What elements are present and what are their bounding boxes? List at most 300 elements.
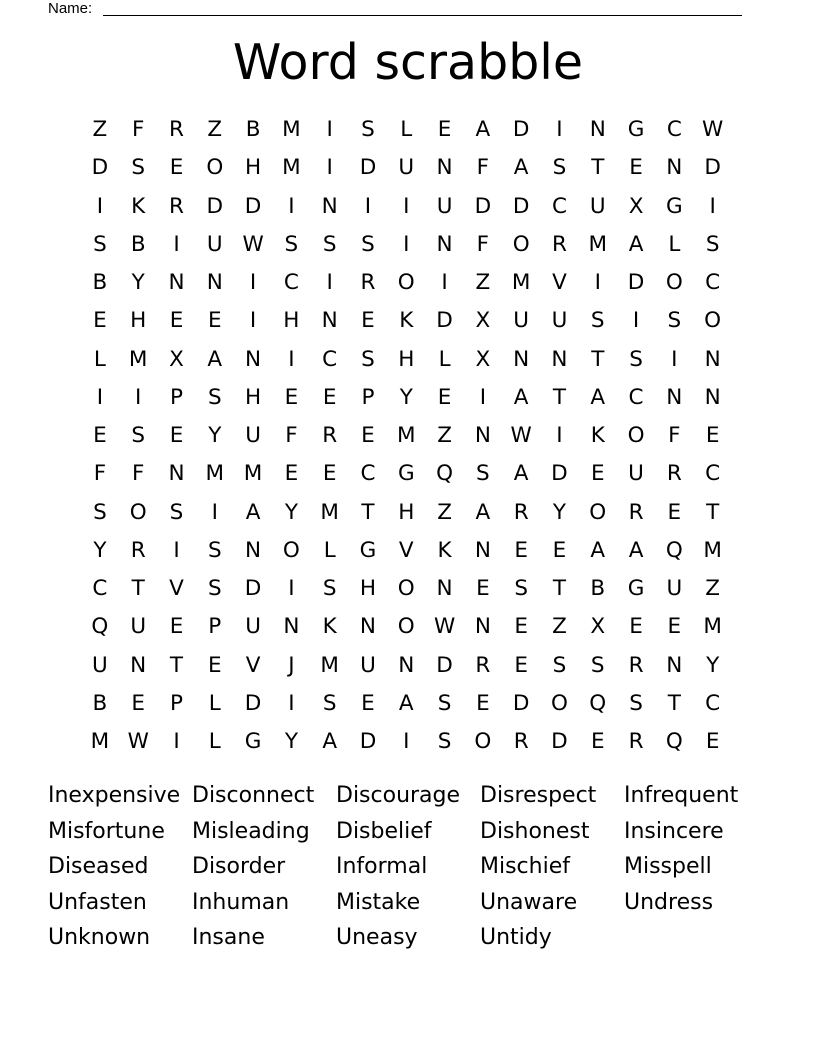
grid-letter: E (629, 155, 644, 181)
grid-letter: M (128, 346, 148, 372)
grid-letter: U (589, 193, 607, 219)
grid-letter: I (288, 690, 296, 716)
grid-letter: E (169, 423, 184, 448)
grid-letter: S (93, 231, 108, 257)
grid-letter: T (591, 346, 605, 372)
grid-letter: N (283, 614, 300, 640)
word-list-item: Inexpensive (48, 783, 181, 808)
grid-letter: I (709, 193, 717, 219)
grid-letter: C (283, 270, 300, 295)
grid-letter: I (288, 576, 296, 601)
grid-letter: O (512, 231, 531, 257)
grid-letter: I (96, 384, 104, 410)
grid-letter: S (93, 499, 108, 525)
grid-letter: E (552, 537, 567, 563)
grid-letter: E (667, 614, 682, 640)
grid-letter: C (705, 270, 721, 295)
grid-letter: C (628, 384, 645, 410)
grid-letter: E (361, 690, 376, 716)
word-list-item: Insane (192, 925, 265, 950)
grid-letter: D (244, 690, 262, 716)
grid-letter: P (170, 690, 184, 716)
grid-letter: N (474, 614, 492, 640)
grid-letter: S (552, 155, 567, 181)
grid-letter: W (510, 423, 533, 448)
grid-letter: B (130, 231, 147, 257)
grid-letter: M (588, 231, 608, 257)
grid-letter: Z (552, 614, 568, 640)
word-list-item: Dishonest (480, 818, 590, 844)
word-list-item: Disorder (192, 854, 286, 879)
grid-letter: N (589, 117, 607, 142)
grid-letter: S (590, 652, 606, 678)
grid-letter: M (243, 461, 263, 487)
grid-letter: I (479, 384, 487, 410)
grid-letter: E (169, 614, 184, 640)
grid-letter: Q (589, 690, 607, 716)
grid-letter: L (668, 231, 681, 257)
grid-letter: F (93, 461, 107, 487)
grid-letter: E (476, 576, 491, 601)
grid-letter: E (207, 308, 223, 334)
grid-letter: N (321, 193, 339, 219)
grid-letter: N (666, 384, 683, 410)
grid-letter: E (590, 729, 606, 754)
grid-letter: U (436, 193, 453, 219)
word-list-item: Undress (624, 889, 714, 915)
grid-letter: Q (665, 729, 684, 754)
grid-letter: E (514, 614, 529, 640)
grid-letter: I (403, 231, 410, 257)
grid-letter: T (169, 652, 184, 678)
grid-letter: V (398, 537, 415, 563)
grid-letter: Y (399, 384, 414, 410)
grid-letter: W (702, 117, 724, 142)
grid-letter: N (206, 270, 224, 295)
grid-letter: Y (706, 652, 720, 678)
grid-letter: R (628, 499, 645, 525)
grid-letter: I (671, 346, 679, 372)
grid-letter: D (436, 652, 454, 678)
grid-letter: D (551, 729, 569, 754)
grid-letter: A (245, 499, 261, 525)
grid-letter: O (282, 537, 301, 563)
grid-letter: R (513, 729, 530, 754)
grid-letter: S (552, 652, 567, 678)
grid-letter: V (245, 652, 261, 678)
grid-letter: R (628, 652, 645, 678)
grid-letter: G (359, 537, 377, 563)
grid-letter: N (436, 576, 454, 601)
grid-letter: N (245, 537, 262, 563)
grid-letter: H (398, 499, 415, 525)
grid-letter: E (590, 461, 606, 487)
grid-letter: N (168, 461, 186, 487)
grid-letter: O (550, 690, 569, 716)
grid-letter: I (594, 270, 602, 295)
grid-letter: A (590, 384, 606, 410)
word-list-item: Informal (336, 854, 428, 879)
grid-letter: U (360, 652, 377, 678)
grid-letter: Q (436, 461, 454, 487)
grid-letter: K (437, 537, 453, 563)
grid-letter: N (359, 614, 377, 640)
grid-letter: A (628, 231, 644, 257)
grid-letter: S (131, 155, 146, 181)
grid-letter: D (474, 193, 492, 219)
grid-letter: U (92, 652, 109, 678)
grid-letter: S (207, 537, 223, 563)
grid-letter: I (249, 308, 257, 334)
grid-letter: N (168, 270, 186, 295)
word-list-item: Mistake (336, 889, 421, 915)
grid-letter: T (552, 576, 567, 601)
grid-letter: E (361, 308, 376, 334)
grid-letter: U (206, 231, 224, 257)
grid-letter: G (627, 117, 645, 142)
grid-letter: E (93, 308, 108, 334)
grid-letter: B (590, 576, 606, 601)
grid-letter: N (513, 346, 530, 372)
grid-letter: D (359, 729, 377, 754)
grid-letter: U (245, 614, 262, 640)
grid-letter: U (628, 461, 645, 487)
grid-letter: S (207, 576, 223, 601)
grid-letter: I (556, 423, 564, 448)
grid-letter: Z (475, 270, 491, 295)
grid-letter: M (703, 537, 723, 563)
grid-letter: X (475, 308, 491, 334)
grid-letter: G (397, 461, 416, 487)
grid-letter: I (288, 346, 296, 372)
grid-letter: I (632, 308, 640, 334)
grid-letter: Y (552, 499, 567, 525)
grid-letter: M (282, 117, 302, 142)
grid-letter: K (131, 193, 146, 219)
page-title: Word scrabble (232, 34, 584, 91)
grid-letter: R (475, 652, 491, 678)
grid-letter: S (629, 346, 644, 372)
grid-letter: G (666, 193, 684, 219)
grid-letter: S (322, 690, 337, 716)
grid-letter: W (127, 729, 150, 754)
grid-letter: B (92, 690, 108, 716)
grid-letter: I (326, 117, 334, 142)
grid-letter: S (705, 231, 720, 257)
grid-letter: G (244, 729, 262, 754)
grid-letter: D (244, 576, 262, 601)
grid-letter: S (169, 499, 184, 525)
grid-letter: N (666, 652, 683, 678)
grid-letter: N (704, 346, 722, 372)
grid-letter: F (132, 117, 145, 142)
grid-letter: E (207, 652, 223, 678)
word-list-item: Disbelief (336, 818, 432, 844)
word-list-item: Misfortune (48, 818, 165, 844)
grid-letter: X (475, 346, 491, 372)
grid-letter: U (666, 576, 683, 601)
grid-letter: I (173, 231, 181, 257)
grid-letter: D (512, 690, 530, 716)
grid-letter: N (551, 346, 568, 372)
grid-letter: F (285, 423, 299, 448)
grid-letter: M (90, 729, 110, 754)
word-list-item: Mischief (480, 854, 570, 879)
grid-letter: D (244, 193, 262, 219)
grid-letter: N (666, 155, 683, 181)
word-list-item: Unaware (480, 889, 578, 915)
grid-letter: H (245, 384, 262, 410)
grid-letter: S (476, 461, 491, 487)
grid-letter: A (207, 346, 223, 372)
grid-letter: L (323, 537, 337, 563)
grid-letter: E (437, 384, 452, 410)
grid-letter: N (436, 155, 454, 181)
grid-letter: S (207, 384, 223, 410)
grid-letter: Z (437, 423, 453, 448)
grid-letter: I (441, 270, 449, 295)
grid-letter: K (590, 423, 606, 448)
grid-letter: A (628, 537, 644, 563)
grid-letter: R (513, 499, 530, 525)
word-list-item: Discourage (336, 783, 461, 808)
grid-letter: O (397, 576, 416, 601)
grid-letter: Z (207, 117, 223, 142)
grid-letter: M (703, 614, 723, 640)
grid-letter: Y (93, 537, 107, 563)
word-list-item: Infrequent (624, 783, 739, 808)
grid-letter: D (627, 270, 645, 295)
grid-letter: I (249, 270, 257, 295)
grid-letter: Q (91, 614, 109, 640)
word-list-item: Unknown (48, 925, 151, 950)
grid-letter: T (591, 155, 605, 181)
grid-letter: I (556, 117, 564, 142)
grid-letter: R (360, 270, 376, 295)
grid-letter: S (437, 690, 452, 716)
grid-letter: U (130, 614, 147, 640)
grid-letter: Y (208, 423, 222, 448)
name-underline (103, 15, 742, 16)
word-list-item: Disconnect (192, 783, 315, 808)
grid-letter: N (130, 652, 147, 678)
grid-letter: P (361, 384, 375, 410)
grid-letter: C (551, 193, 568, 219)
grid-letter: S (361, 346, 376, 372)
grid-letter: R (551, 231, 568, 257)
grid-letter: T (706, 499, 720, 525)
grid-letter: O (206, 155, 224, 181)
grid-letter: U (245, 423, 262, 448)
grid-letter: E (169, 308, 184, 334)
grid-letter: E (361, 423, 376, 448)
grid-letter: E (169, 155, 184, 181)
grid-letter: I (364, 193, 372, 219)
grid-letter: K (399, 308, 414, 334)
letter-grid (81, 111, 732, 761)
grid-letter: I (173, 729, 181, 754)
word-list-item: Uneasy (336, 925, 418, 950)
grid-letter: L (208, 690, 222, 716)
grid-letter: A (513, 384, 530, 410)
grid-letter: Z (92, 117, 108, 142)
grid-letter: P (170, 384, 184, 410)
grid-letter: H (398, 346, 415, 372)
grid-letter: I (211, 499, 219, 525)
grid-letter: N (245, 346, 262, 372)
grid-letter: M (320, 499, 340, 525)
grid-letter: C (705, 690, 721, 716)
grid-letter: O (704, 308, 722, 334)
grid-letter: H (130, 308, 147, 334)
grid-letter: N (474, 537, 492, 563)
grid-letter: S (514, 576, 529, 601)
grid-letter: S (667, 308, 682, 334)
grid-letter: I (326, 155, 334, 181)
grid-letter: E (284, 384, 299, 410)
grid-letter: V (169, 576, 185, 601)
word-list-item: Untidy (480, 925, 552, 950)
word-list-item: Unfasten (48, 889, 147, 915)
grid-letter: E (476, 690, 491, 716)
grid-letter: O (665, 270, 684, 295)
grid-letter: U (398, 155, 415, 181)
grid-letter: E (322, 384, 337, 410)
grid-letter: M (205, 461, 225, 487)
grid-letter: H (283, 308, 300, 334)
grid-letter: E (667, 499, 682, 525)
grid-letter: L (400, 117, 413, 142)
grid-letter: L (93, 346, 107, 372)
grid-letter: F (132, 461, 145, 487)
grid-letter: W (242, 231, 265, 257)
grid-letter: T (552, 384, 567, 410)
grid-letter: R (169, 193, 185, 219)
grid-letter: B (92, 270, 108, 295)
grid-letter: N (474, 423, 492, 448)
grid-letter: T (361, 499, 376, 525)
grid-letter: N (704, 384, 722, 410)
grid-letter: R (322, 423, 338, 448)
grid-letter: O (397, 270, 416, 295)
grid-letter: S (284, 231, 299, 257)
grid-letter: C (666, 117, 683, 142)
grid-letter: Y (131, 270, 146, 295)
grid-letter: D (206, 193, 224, 219)
grid-letter: J (288, 652, 296, 678)
grid-letter: D (704, 155, 722, 181)
grid-letter: K (322, 614, 338, 640)
grid-letter: E (322, 461, 337, 487)
grid-letter: D (512, 193, 530, 219)
grid-letter: F (668, 423, 682, 448)
word-list-item: Misleading (192, 818, 310, 844)
grid-letter: E (437, 117, 452, 142)
grid-letter: S (590, 308, 606, 334)
grid-letter: E (514, 537, 529, 563)
grid-letter: G (627, 576, 645, 601)
grid-letter: I (96, 193, 104, 219)
grid-letter: U (551, 308, 568, 334)
grid-letter: O (589, 499, 607, 525)
grid-letter: F (476, 231, 490, 257)
grid-letter: R (169, 117, 185, 142)
grid-letter: O (474, 729, 492, 754)
grid-letter: S (361, 117, 376, 142)
grid-letter: E (131, 690, 146, 716)
grid-letter: B (245, 117, 261, 142)
grid-letter: C (322, 346, 338, 372)
grid-letter: O (627, 423, 646, 448)
grid-letter: I (403, 729, 410, 754)
grid-letter: Q (665, 537, 684, 563)
word-list-item: Diseased (48, 854, 149, 879)
grid-letter: D (551, 461, 569, 487)
grid-letter: M (396, 423, 417, 448)
grid-letter: O (129, 499, 148, 525)
grid-letter: D (512, 117, 530, 142)
grid-letter: E (514, 652, 529, 678)
grid-letter: D (359, 155, 377, 181)
name-label: Name: (48, 0, 93, 17)
grid-letter: I (288, 193, 296, 219)
grid-letter: H (359, 576, 377, 601)
grid-letter: A (398, 690, 415, 716)
grid-letter: E (629, 614, 644, 640)
grid-letter: Z (437, 499, 453, 525)
grid-letter: R (628, 729, 645, 754)
grid-letter: T (667, 690, 682, 716)
name-field (48, 0, 742, 18)
word-list-item: Misspell (624, 854, 712, 879)
grid-letter: A (475, 499, 491, 525)
word-list-item: Insincere (624, 818, 724, 844)
grid-letter: N (398, 652, 415, 678)
grid-letter: D (91, 155, 109, 181)
grid-letter: S (629, 690, 644, 716)
grid-letter: S (361, 231, 376, 257)
grid-letter: C (92, 576, 108, 601)
grid-letter: I (403, 193, 410, 219)
grid-letter: A (513, 461, 530, 487)
grid-letter: C (705, 461, 721, 487)
grid-letter: X (590, 614, 606, 640)
grid-letter: N (321, 308, 339, 334)
grid-letter: O (397, 614, 416, 640)
grid-letter: A (322, 729, 338, 754)
grid-letter: C (360, 461, 376, 487)
grid-letter: H (245, 155, 262, 181)
grid-letter: M (511, 270, 531, 295)
grid-letter: P (208, 614, 222, 640)
grid-letter: M (320, 652, 340, 678)
grid-letter: E (284, 461, 299, 487)
grid-letter: S (322, 231, 337, 257)
grid-letter: L (438, 346, 452, 372)
word-list-item: Inhuman (192, 889, 290, 915)
grid-letter: S (322, 576, 337, 601)
grid-letter: U (513, 308, 530, 334)
grid-letter: V (552, 270, 568, 295)
grid-letter: M (282, 155, 302, 181)
grid-letter: E (705, 423, 720, 448)
grid-letter: R (666, 461, 683, 487)
word-list-item: Disrespect (480, 783, 597, 808)
grid-letter: E (705, 729, 720, 754)
grid-letter: Y (284, 499, 299, 525)
grid-letter: S (437, 729, 452, 754)
grid-letter: T (131, 576, 146, 601)
